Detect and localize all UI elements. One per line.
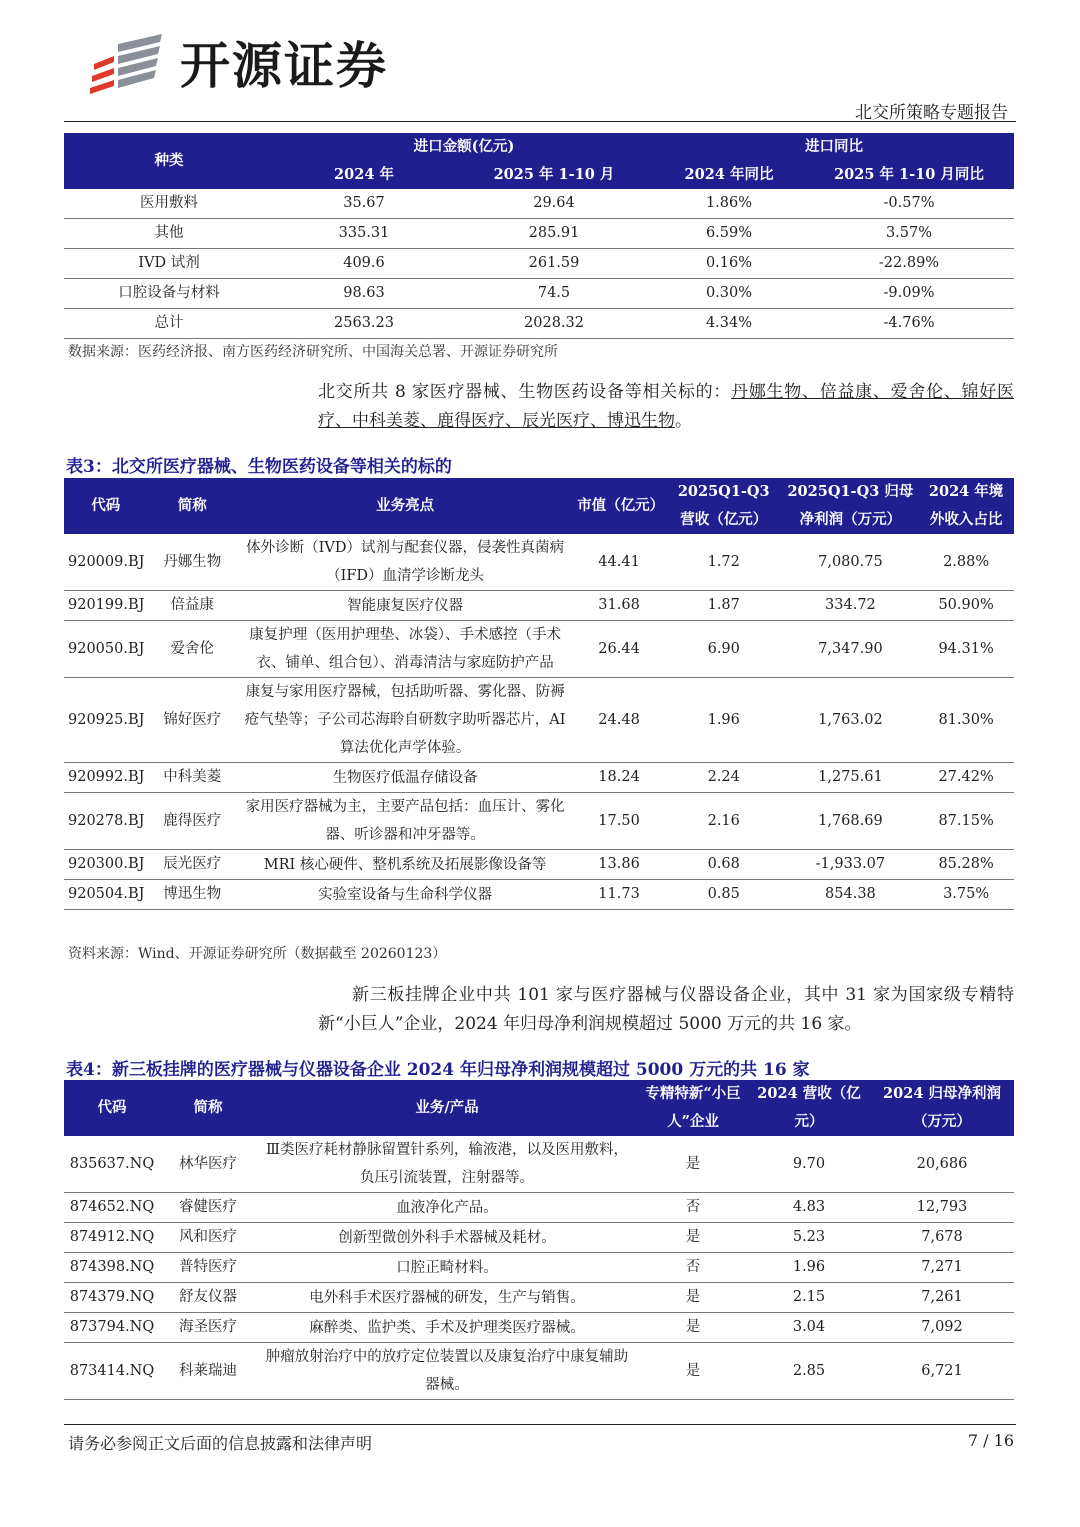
cell: 7,271 — [870, 1253, 1014, 1283]
cell: 1,763.02 — [783, 678, 919, 763]
col-business: 业务亮点 — [237, 478, 573, 534]
paragraph-bj-targets — [318, 378, 1014, 436]
cell: 家用医疗器械为主，主要产品包括：血压计、雾化器、听诊器和冲牙器等。 — [237, 793, 573, 850]
cell: 335.31 — [274, 219, 454, 249]
cell: IVD 试剂 — [64, 249, 274, 279]
cell: 74.5 — [454, 279, 654, 309]
cell: 2563.23 — [274, 309, 454, 339]
table-row — [64, 1193, 1014, 1223]
cell: 874912.NQ — [64, 1223, 160, 1253]
footer-disclaimer: 请务必参阅正文后面的信息披露和法律声明 — [68, 1434, 373, 1453]
table-row — [64, 1223, 1014, 1253]
col-category: 种类 — [64, 133, 274, 189]
table-row — [64, 763, 1014, 793]
cell: 是 — [638, 1283, 748, 1313]
table1-source: 数据来源：医药经济报、南方医药经济研究所、中国海关总署、开源证券研究所 — [68, 344, 558, 360]
cell: -9.09% — [804, 279, 1014, 309]
cell: 920504.BJ — [64, 880, 147, 910]
cell: 6.90 — [665, 621, 783, 678]
cell: 麻醉类、监护类、手术及护理类医疗器械。 — [256, 1313, 638, 1343]
cell: 13.86 — [573, 850, 665, 880]
table-row — [64, 1283, 1014, 1313]
cell: 7,347.90 — [783, 621, 919, 678]
cell: 6.59% — [654, 219, 804, 249]
cell: 康复护理（医用护理垫、冰袋）、手术感控（手术衣、铺单、组合包）、消毒清洁与家庭防护产品 — [237, 621, 573, 678]
cell: 874379.NQ — [64, 1283, 160, 1313]
cell: 是 — [638, 1343, 748, 1400]
table-row — [64, 1343, 1014, 1400]
col-code: 代码 — [64, 478, 147, 534]
cell: 29.64 — [454, 189, 654, 219]
cell: 否 — [638, 1253, 748, 1283]
cell: 873414.NQ — [64, 1343, 160, 1400]
cell: 6,721 — [870, 1343, 1014, 1400]
sub-2024: 2024 年 — [274, 161, 454, 189]
col-profit: 2024 归母净利润（万元） — [870, 1080, 1014, 1136]
cell: 3.04 — [748, 1313, 870, 1343]
paragraph-neeq: 新三板挂牌企业中共 101 家与医疗器械与仪器设备企业，其中 31 家为国家级专精特新“小巨人”企业，2024 年归母净利润规模超过 5000 万元的共 16 家。 — [318, 985, 1014, 1034]
cell: 12,793 — [870, 1193, 1014, 1223]
cell: 博迅生物 — [147, 880, 237, 910]
cell: 科莱瑞迪 — [160, 1343, 256, 1400]
cell: 口腔正畸材料。 — [256, 1253, 638, 1283]
table-row — [64, 1136, 1014, 1193]
cell: 3.57% — [804, 219, 1014, 249]
cell: 舒友仪器 — [160, 1283, 256, 1313]
cell: 35.67 — [274, 189, 454, 219]
table-row — [64, 793, 1014, 850]
cell: 409.6 — [274, 249, 454, 279]
cell: 920278.BJ — [64, 793, 147, 850]
cell: 7,092 — [870, 1313, 1014, 1343]
cell: 3.75% — [918, 880, 1014, 910]
cell: 2.15 — [748, 1283, 870, 1313]
sub-2025: 2025 年 1-10 月 — [454, 161, 654, 189]
cell: 27.42% — [918, 763, 1014, 793]
table-row — [64, 219, 1014, 249]
cell: 4.83 — [748, 1193, 870, 1223]
cell: 1,768.69 — [783, 793, 919, 850]
cell: 0.30% — [654, 279, 804, 309]
cell: -4.76% — [804, 309, 1014, 339]
cell: 334.72 — [783, 591, 919, 621]
cell: 2.88% — [918, 534, 1014, 591]
cell: 5.23 — [748, 1223, 870, 1253]
cell: 44.41 — [573, 534, 665, 591]
table-row — [64, 850, 1014, 880]
col-overseas: 2024 年境外收入占比 — [918, 478, 1014, 534]
cell: 874398.NQ — [64, 1253, 160, 1283]
cell: 血液净化产品。 — [256, 1193, 638, 1223]
cell: 17.50 — [573, 793, 665, 850]
cell: 智能康复医疗仪器 — [237, 591, 573, 621]
col-product: 业务/产品 — [256, 1080, 638, 1136]
cell: 1.96 — [748, 1253, 870, 1283]
cell: 920199.BJ — [64, 591, 147, 621]
cell: 835637.NQ — [64, 1136, 160, 1193]
cell: 生物医疗低温存储设备 — [237, 763, 573, 793]
cell: 口腔设备与材料 — [64, 279, 274, 309]
cell: 鹿得医疗 — [147, 793, 237, 850]
cell: -0.57% — [804, 189, 1014, 219]
cell: MRI 核心硬件、整机系统及拓展影像设备等 — [237, 850, 573, 880]
cell: 7,080.75 — [783, 534, 919, 591]
cell: 医用敷料 — [64, 189, 274, 219]
cell: 874652.NQ — [64, 1193, 160, 1223]
cell: 7,678 — [870, 1223, 1014, 1253]
cell: 1.72 — [665, 534, 783, 591]
cell: 2028.32 — [454, 309, 654, 339]
header-divider — [64, 121, 1016, 122]
table-row — [64, 678, 1014, 763]
col-revenue: 2024 营收（亿元） — [748, 1080, 870, 1136]
cell: 林华医疗 — [160, 1136, 256, 1193]
table-row — [64, 534, 1014, 591]
cell: 31.68 — [573, 591, 665, 621]
cell: 实验室设备与生命科学仪器 — [237, 880, 573, 910]
table-row — [64, 591, 1014, 621]
cell: 4.34% — [654, 309, 804, 339]
col-code: 代码 — [64, 1080, 160, 1136]
cell: 20,686 — [870, 1136, 1014, 1193]
brand-logo — [88, 34, 418, 100]
cell: 康复与家用医疗器械，包括助听器、雾化器、防褥疮气垫等；子公司芯海聆自研数字助听器芯片，AI 算法优化声学体验。 — [237, 678, 573, 763]
cell: 倍益康 — [147, 591, 237, 621]
cell: 1.87 — [665, 591, 783, 621]
import-table — [64, 133, 1014, 339]
table-row — [64, 1313, 1014, 1343]
cell: Ⅲ类医疗耗材静脉留置针系列，输液港，以及医用敷料，负压引流装置，注射器等。 — [256, 1136, 638, 1193]
para1-prefix: 北交所共 8 家医疗器械、生物医药设备等相关标的： — [318, 382, 732, 402]
sub-2025-yoy: 2025 年 1-10 月同比 — [804, 161, 1014, 189]
cell: 81.30% — [918, 678, 1014, 763]
cell: 2.24 — [665, 763, 783, 793]
table-row — [64, 189, 1014, 219]
cell: 总计 — [64, 309, 274, 339]
report-type: 北交所策略专题报告 — [855, 103, 1008, 123]
cell: 是 — [638, 1313, 748, 1343]
cell: 85.28% — [918, 850, 1014, 880]
cell: 锦好医疗 — [147, 678, 237, 763]
cell: 体外诊断（IVD）试剂与配套仪器，侵袭性真菌病（IFD）血清学诊断龙头 — [237, 534, 573, 591]
cell: 2.85 — [748, 1343, 870, 1400]
table3-source: 资料来源：Wind、开源证券研究所（数据截至 20260123） — [68, 946, 447, 962]
cell: 920300.BJ — [64, 850, 147, 880]
cell: 创新型微创外科手术器械及耗材。 — [256, 1223, 638, 1253]
cell: -22.89% — [804, 249, 1014, 279]
cell: 2.16 — [665, 793, 783, 850]
cell: 1.86% — [654, 189, 804, 219]
table3-title: 表3：北交所医疗器械、生物医药设备等相关的标的 — [66, 457, 452, 477]
col-giant: 专精特新“小巨人”企业 — [638, 1080, 748, 1136]
cell: 24.48 — [573, 678, 665, 763]
table-row — [64, 621, 1014, 678]
sub-2024-yoy: 2024 年同比 — [654, 161, 804, 189]
table-row — [64, 880, 1014, 910]
table4-title: 表4：新三板挂牌的医疗器械与仪器设备企业 2024 年归母净利润规模超过 5000 万元的共 16 家 — [66, 1060, 810, 1080]
cell: 电外科手术医疗器械的研发，生产与销售。 — [256, 1283, 638, 1313]
cell: 中科美菱 — [147, 763, 237, 793]
cell: 920992.BJ — [64, 763, 147, 793]
para1-names: 丹娜生物、倍益康、爱舍伦、锦好医疗、中科美菱、鹿得医疗、辰光医疗、博迅生物 — [318, 382, 1015, 431]
col-profit: 2025Q1-Q3 归母净利润（万元） — [783, 478, 919, 534]
col-name: 简称 — [160, 1080, 256, 1136]
cell: 1.96 — [665, 678, 783, 763]
table-row — [64, 309, 1014, 339]
cell: 其他 — [64, 219, 274, 249]
cell: 261.59 — [454, 249, 654, 279]
cell: 7,261 — [870, 1283, 1014, 1313]
cell: 285.91 — [454, 219, 654, 249]
cell: 睿健医疗 — [160, 1193, 256, 1223]
table-row — [64, 279, 1014, 309]
para1-suffix: 。 — [675, 411, 692, 431]
cell: 0.16% — [654, 249, 804, 279]
cell: 风和医疗 — [160, 1223, 256, 1253]
col-revenue: 2025Q1-Q3 营收（亿元） — [665, 478, 783, 534]
cell: 丹娜生物 — [147, 534, 237, 591]
cell: 920925.BJ — [64, 678, 147, 763]
table-row — [64, 249, 1014, 279]
cell: 11.73 — [573, 880, 665, 910]
cell: 0.68 — [665, 850, 783, 880]
bj-targets-table — [64, 478, 1014, 910]
col-import-yoy: 进口同比 — [654, 133, 1014, 161]
cell: 否 — [638, 1193, 748, 1223]
cell: 18.24 — [573, 763, 665, 793]
cell: 50.90% — [918, 591, 1014, 621]
table-row — [64, 1253, 1014, 1283]
cell: 94.31% — [918, 621, 1014, 678]
cell: 9.70 — [748, 1136, 870, 1193]
col-import-amount: 进口金额(亿元) — [274, 133, 654, 161]
cell: 920009.BJ — [64, 534, 147, 591]
cell: 是 — [638, 1136, 748, 1193]
cell: 爱舍伦 — [147, 621, 237, 678]
page-number: 7 / 16 — [967, 1431, 1014, 1450]
cell: 26.44 — [573, 621, 665, 678]
logo-mark-icon — [88, 34, 164, 96]
cell: 920050.BJ — [64, 621, 147, 678]
neeq-table — [64, 1080, 1014, 1400]
footer-divider — [64, 1424, 1016, 1425]
cell: 辰光医疗 — [147, 850, 237, 880]
logo-text: 开源证券 — [180, 37, 388, 95]
col-name: 简称 — [147, 478, 237, 534]
cell: 普特医疗 — [160, 1253, 256, 1283]
cell: 873794.NQ — [64, 1313, 160, 1343]
cell: -1,933.07 — [783, 850, 919, 880]
cell: 98.63 — [274, 279, 454, 309]
col-mcap: 市值（亿元） — [573, 478, 665, 534]
cell: 87.15% — [918, 793, 1014, 850]
cell: 是 — [638, 1223, 748, 1253]
cell: 肿瘤放射治疗中的放疗定位装置以及康复治疗中康复辅助器械。 — [256, 1343, 638, 1400]
cell: 854.38 — [783, 880, 919, 910]
cell: 0.85 — [665, 880, 783, 910]
cell: 1,275.61 — [783, 763, 919, 793]
cell: 海圣医疗 — [160, 1313, 256, 1343]
